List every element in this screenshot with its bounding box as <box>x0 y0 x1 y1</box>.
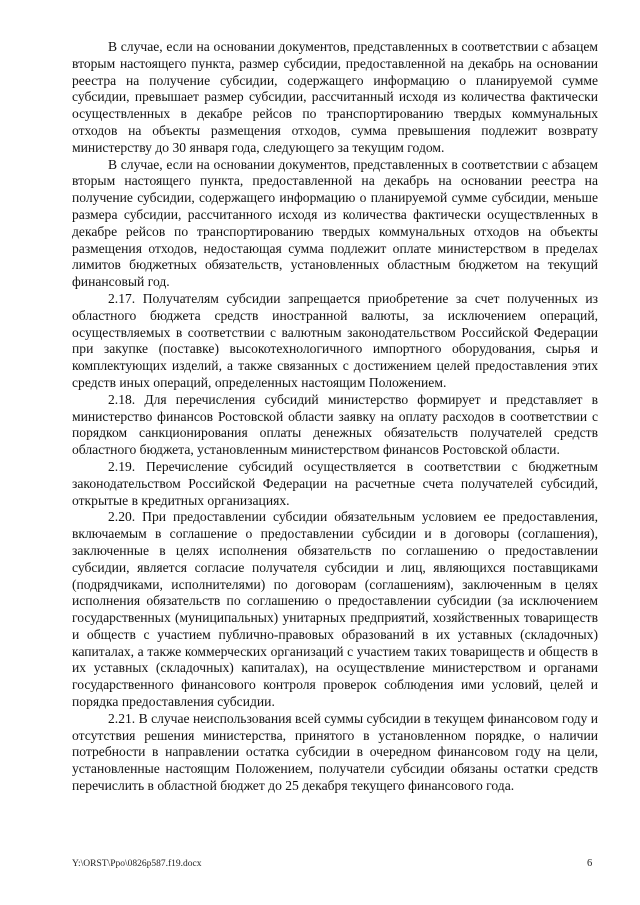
paragraph-2-18: 2.18. Для перечисления субсидий министерство формирует и представляет в министерство финансов Ростовской области заявку на оплату расходов в соответствии с порядком санкционирования оплаты денежных обязательств получателей средств областного бюджета, установленным министерством финансов Ростовской области. <box>72 391 598 458</box>
paragraph-2-20: 2.20. При предоставлении субсидии обязательным условием ее предоставления, включаемым в соглашение о предоставлении субсидии и в договоры (соглашения), заключенные в целях исполнения обязательств по соглашению о предоставлении субсидии, является согласие получателя субсидии и лиц, являющихся поставщиками (подрядчиками, исполнителями) по договорам (соглашениям), заключенным в целях исполнения обязательств по соглашению о предоставлении субсидии (за исключением государственных (муниципальных) унитарных предприятий, хозяйственных товариществ и обществ с участием публично-правовых образований в их уставных (складочных) капиталах, а также коммерческих организаций с участием таких товариществ и обществ в их уставных (складочных) капиталах), на осуществление министерством и органами государственного финансового контроля проверок соблюдения ими условий, целей и порядка предоставления субсидии. <box>72 509 598 710</box>
page-number: 6 <box>587 858 593 869</box>
paragraph-refund-excess: В случае, если на основании документов, представленных в соответствии с абзацем вторым настоящего пункта, размер субсидии, предоставленной на декабрь на основании реестра на получение субсидии, содержащего информацию о планируемой сумме субсидии, превышает размер субсидии, рассчитанный исходя из количества фактически осуществленных в декабре рейсов по транспортированию твердых коммунальных отходов на объекты размещения отходов, сумма превышения подлежит возврату министерству до 30 января года, следующего за текущим годом. <box>72 39 598 155</box>
document-body <box>72 39 598 795</box>
paragraph-2-17: 2.17. Получателям субсидии запрещается приобретение за счет полученных из областного бюджета средств иностранной валюты, за исключением операций, осуществляемых в соответствии с валютным законодательством Российской Федерации при закупке (поставке) высокотехнологичного импортного оборудования, сырья и комплектующих изделий, а также связанных с достижением целей предоставления этих средств иных операций, определенных настоящим Положением. <box>72 290 598 390</box>
footer-file-path: Y:\ORST\Ppo\0826p587.f19.docx <box>72 859 202 869</box>
paragraph-payment-shortfall: В случае, если на основании документов, представленных в соответствии с абзацем вторым настоящего пункта, предоставленной на декабрь на основании реестра на получение субсидии, содержащего информацию о планируемой сумме субсидии, меньше размера субсидии, рассчитанного исходя из количества фактически осуществленных в декабре рейсов по транспортированию твердых коммунальных отходов на объекты размещения отходов, недостающая сумма подлежит оплате министерством в пределах лимитов бюджетных обязательств, установленных областным бюджетом на текущий финансовый год. <box>72 156 598 290</box>
paragraph-2-19: 2.19. Перечисление субсидий осуществляется в соответствии с бюджетным законодательством Российской Федерации на расчетные счета получателей субсидий, открытые в кредитных организациях. <box>72 458 598 508</box>
paragraph-2-21: 2.21. В случае неиспользования всей суммы субсидии в текущем финансовом году и отсутствия решения министерства, принятого в установленном порядке, о наличии потребности в направлении остатка субсидии в очередном финансовом году на цели, установленные настоящим Положением, получатели субсидии обязаны остатки средств перечислить в областной бюджет до 25 декабря текущего финансового года. <box>72 710 598 794</box>
